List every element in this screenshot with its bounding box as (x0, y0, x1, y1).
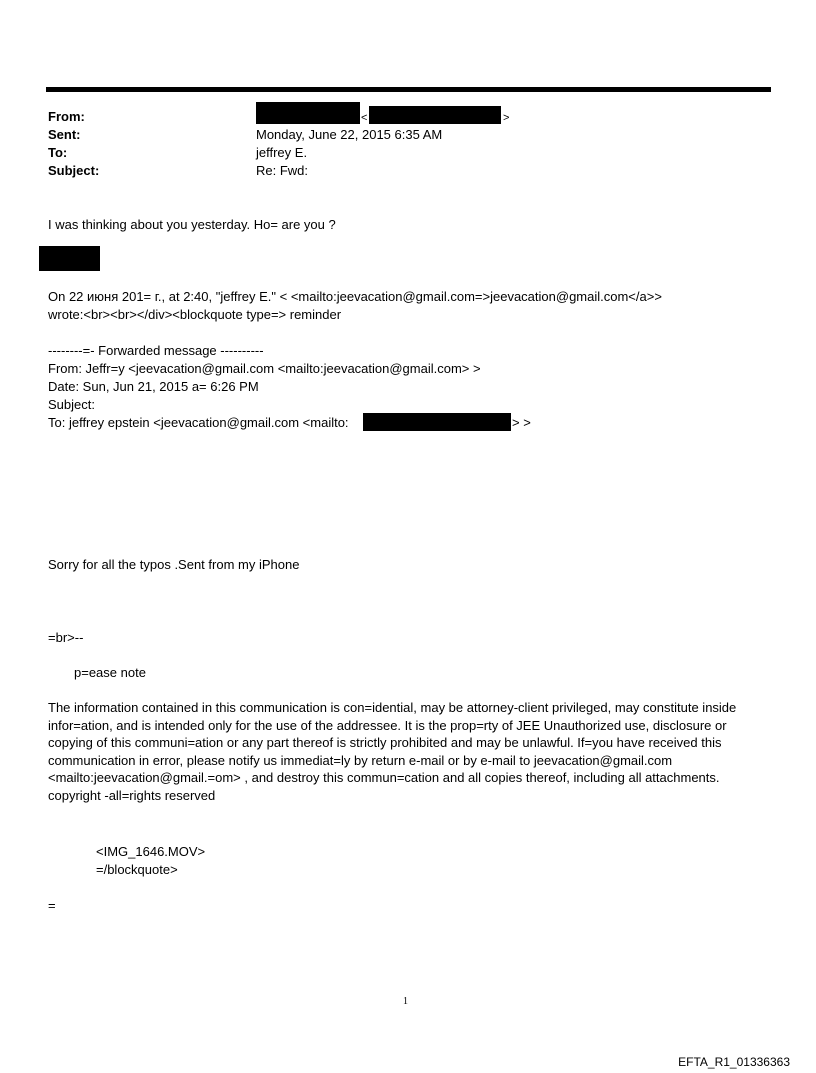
equals-line: = (48, 898, 56, 913)
redaction-recipient-email (363, 413, 511, 431)
redaction-sender-email (369, 106, 501, 124)
please-note-line: p=ease note (74, 665, 146, 680)
to-label: To: (48, 145, 68, 160)
sent-value: Monday, June 22, 2015 6:35 AM (256, 127, 443, 142)
to-value: jeffrey E. (256, 145, 308, 160)
quote-line-2: wrote:<br><br></div><blockquote type=> reminder (48, 307, 342, 322)
forwarded-to-suffix: > > (512, 415, 531, 430)
subject-value: Re: Fwd: (256, 163, 309, 178)
forwarded-date: Date: Sun, Jun 21, 2015 a= 6:26 PM (48, 379, 259, 394)
disclaimer-paragraph: The information contained in this communication is con=idential, may be attorney-client privileged, may constitute inside infor=ation, and is intended only for the use of the addressee. It is the prop=rty of JEE Unauthorized use, disclosure or copying of this communi=ation or any part thereof is strictly prohibited and may be unlawful. If=you have received this communication in error, please notify us immediat=ly by return e-mail or by e-mail to jeevacation@gmail.com <mailto:jeevacation@gmail.=om> , and destroy this commun=cation and all copies thereof, including all attachments. copyright -all=rights reserved (48, 700, 737, 803)
from-close-bracket: > (503, 112, 510, 124)
from-open-bracket: < (361, 112, 368, 124)
quote-line-1: On 22 июня 201= г., at 2:40, "jeffrey E." < <mailto:jeevacation@gmail.com=>jeevacation@gmail.com</a>> (48, 289, 662, 304)
forwarded-header: --------=- Forwarded message ---------- (48, 343, 264, 358)
page-number: 1 (403, 996, 408, 1007)
subject-label: Subject: (48, 163, 100, 178)
typos-line: Sorry for all the typos .Sent from my iPhone (48, 557, 300, 572)
redaction-sender-name (256, 102, 360, 124)
sent-label: Sent: (48, 127, 81, 142)
forwarded-subject: Subject: (48, 397, 95, 412)
opening-line: I was thinking about you yesterday. Ho= are you ? (48, 217, 336, 232)
forwarded-from: From: Jeffr=y <jeevacation@gmail.com <mailto:jeevacation@gmail.com> > (48, 361, 481, 376)
redaction-signature (39, 246, 100, 271)
forwarded-to-prefix: To: jeffrey epstein <jeevacation@gmail.com <mailto: (48, 415, 349, 430)
from-label: From: (48, 109, 85, 124)
br-line: =br>-- (48, 630, 84, 645)
attachment-line: <IMG_1646.MOV> (96, 844, 206, 859)
blockquote-end-line: =/blockquote> (96, 862, 178, 877)
bates-number: EFTA_R1_01336363 (678, 1055, 790, 1069)
header-rule (46, 87, 771, 92)
